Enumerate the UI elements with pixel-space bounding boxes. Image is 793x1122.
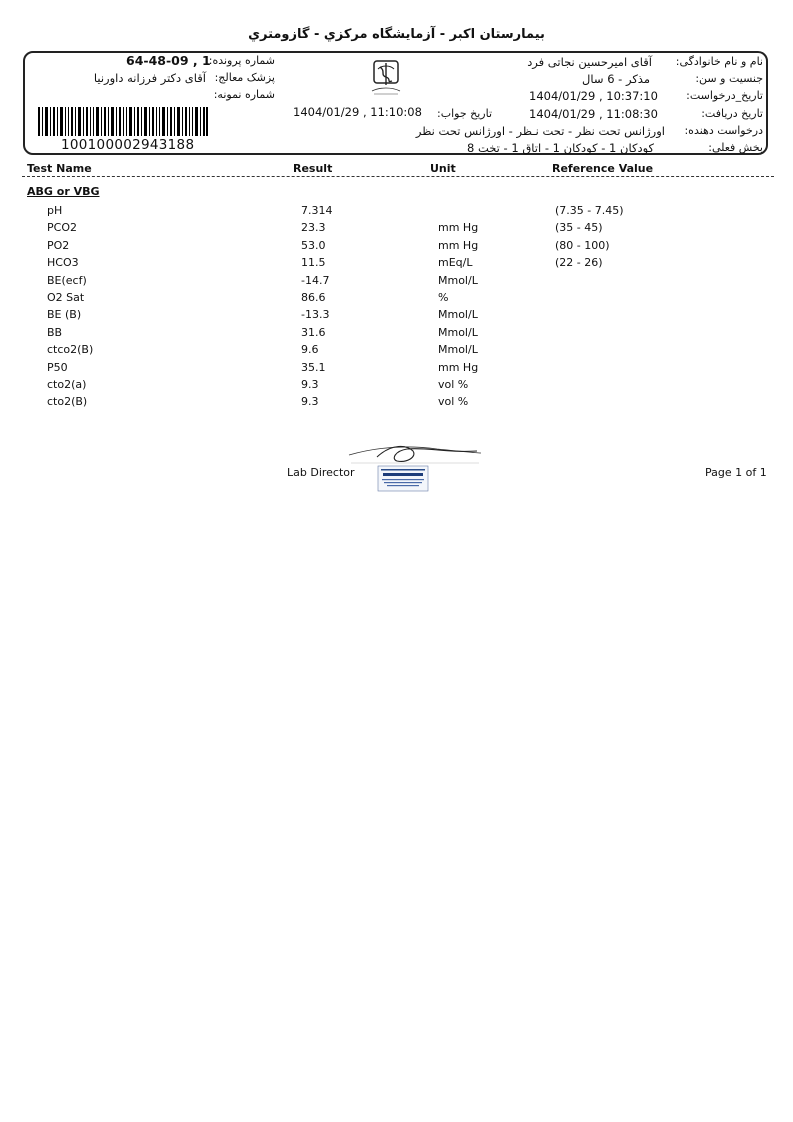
test-unit: Mmol/L bbox=[438, 274, 478, 287]
test-result: 23.3 bbox=[301, 221, 326, 234]
test-result: 7.314 bbox=[301, 204, 333, 217]
test-unit: vol % bbox=[438, 378, 469, 391]
test-reference: (80 - 100) bbox=[555, 239, 610, 252]
patient-name-value: آقای امیرحسین نجاتی فرد bbox=[527, 55, 652, 69]
table-row bbox=[0, 239, 793, 256]
column-header-result: Result bbox=[293, 162, 333, 175]
test-result: 35.1 bbox=[301, 361, 326, 374]
test-unit: mm Hg bbox=[438, 221, 479, 234]
column-header-reference: Reference Value bbox=[552, 162, 654, 175]
test-name: P50 bbox=[47, 361, 68, 374]
test-name: PO2 bbox=[47, 239, 70, 252]
test-name: BE (B) bbox=[47, 308, 82, 321]
table-row bbox=[0, 204, 793, 221]
test-name: cto2(a) bbox=[47, 378, 87, 391]
test-result: 11.5 bbox=[301, 256, 326, 269]
test-unit: mEq/L bbox=[438, 256, 473, 269]
file-number-label: شماره پرونده: bbox=[208, 54, 275, 67]
test-result: 9.3 bbox=[301, 378, 319, 391]
patient-name-label: نام و نام خانوادگی: bbox=[675, 55, 763, 68]
requester-label: درخواست دهنده: bbox=[684, 124, 763, 137]
test-unit: Mmol/L bbox=[438, 326, 478, 339]
page-info: Page 1 of 1 bbox=[705, 466, 767, 479]
table-row bbox=[0, 378, 793, 395]
lab-director-label: Lab Director bbox=[287, 466, 355, 479]
sample-number-label: شماره نمونه: bbox=[213, 88, 275, 101]
test-unit: % bbox=[438, 291, 449, 304]
barcode-number: 100100002943188 bbox=[61, 137, 195, 153]
test-result: 9.6 bbox=[301, 343, 319, 356]
answer-date-value: 1404/01/29 , 11:10:08 bbox=[293, 105, 422, 119]
test-result: -13.3 bbox=[301, 308, 330, 321]
receive-date-value: 1404/01/29 , 11:08:30 bbox=[529, 107, 658, 121]
test-reference: (22 - 26) bbox=[555, 256, 603, 269]
test-unit: mm Hg bbox=[438, 361, 479, 374]
request-date-label: تاریخ_درخواست: bbox=[686, 89, 763, 102]
test-name: HCO3 bbox=[47, 256, 79, 269]
test-result: 31.6 bbox=[301, 326, 326, 339]
table-row bbox=[0, 343, 793, 360]
test-unit: Mmol/L bbox=[438, 343, 478, 356]
test-reference: (7.35 - 7.45) bbox=[555, 204, 624, 217]
test-name: pH bbox=[47, 204, 63, 217]
request-date-value: 1404/01/29 , 10:37:10 bbox=[529, 89, 658, 103]
university-logo-icon bbox=[366, 57, 406, 99]
test-result: 86.6 bbox=[301, 291, 326, 304]
physician-label: پزشک معالج: bbox=[214, 71, 275, 84]
header-divider bbox=[22, 176, 774, 177]
test-name: PCO2 bbox=[47, 221, 77, 234]
table-row bbox=[0, 221, 793, 238]
ward-value: کودکان 1 - کودکان 1 - اتاق 1 - تخت 8 bbox=[466, 141, 654, 155]
table-row bbox=[0, 308, 793, 325]
table-row bbox=[0, 326, 793, 343]
test-name: cto2(B) bbox=[47, 395, 88, 408]
report-title: بيمارستان اكبر - آزمايشگاه مركزي - گازومتري bbox=[248, 27, 545, 42]
table-row bbox=[0, 361, 793, 378]
answer-date-label: تاریخ جواب: bbox=[437, 107, 492, 120]
requester-value: اورژانس تحت نظر - تحت نـظر - اورژانس تحت نظر bbox=[415, 124, 665, 138]
test-name: BB bbox=[47, 326, 63, 339]
signature-stamp-icon bbox=[347, 441, 483, 499]
test-unit: mm Hg bbox=[438, 239, 479, 252]
test-name: O2 Sat bbox=[47, 291, 85, 304]
test-reference: (35 - 45) bbox=[555, 221, 603, 234]
test-name: BE(ecf) bbox=[47, 274, 87, 287]
barcode-icon bbox=[38, 107, 208, 136]
column-header-unit: Unit bbox=[430, 162, 456, 175]
test-result: -14.7 bbox=[301, 274, 330, 287]
section-title: ABG or VBG bbox=[27, 185, 100, 198]
physician-value: آقای دکتر فرزانه داورنیا bbox=[93, 71, 206, 85]
test-result: 53.0 bbox=[301, 239, 326, 252]
test-unit: vol % bbox=[438, 395, 469, 408]
test-unit: Mmol/L bbox=[438, 308, 478, 321]
gender-age-value: مذکر - 6 سال bbox=[582, 72, 650, 86]
file-number-value: 64-48-09 , 1 bbox=[126, 53, 211, 68]
gender-age-label: جنسیت و سن: bbox=[695, 72, 763, 85]
table-row bbox=[0, 395, 793, 412]
table-row bbox=[0, 256, 793, 273]
ward-label: بخش فعلی: bbox=[708, 141, 763, 154]
test-result: 9.3 bbox=[301, 395, 319, 408]
test-name: ctco2(B) bbox=[47, 343, 94, 356]
table-row bbox=[0, 274, 793, 291]
receive-date-label: تاریخ دریافت: bbox=[701, 107, 763, 120]
column-header-test-name: Test Name bbox=[27, 162, 92, 175]
table-row bbox=[0, 291, 793, 308]
